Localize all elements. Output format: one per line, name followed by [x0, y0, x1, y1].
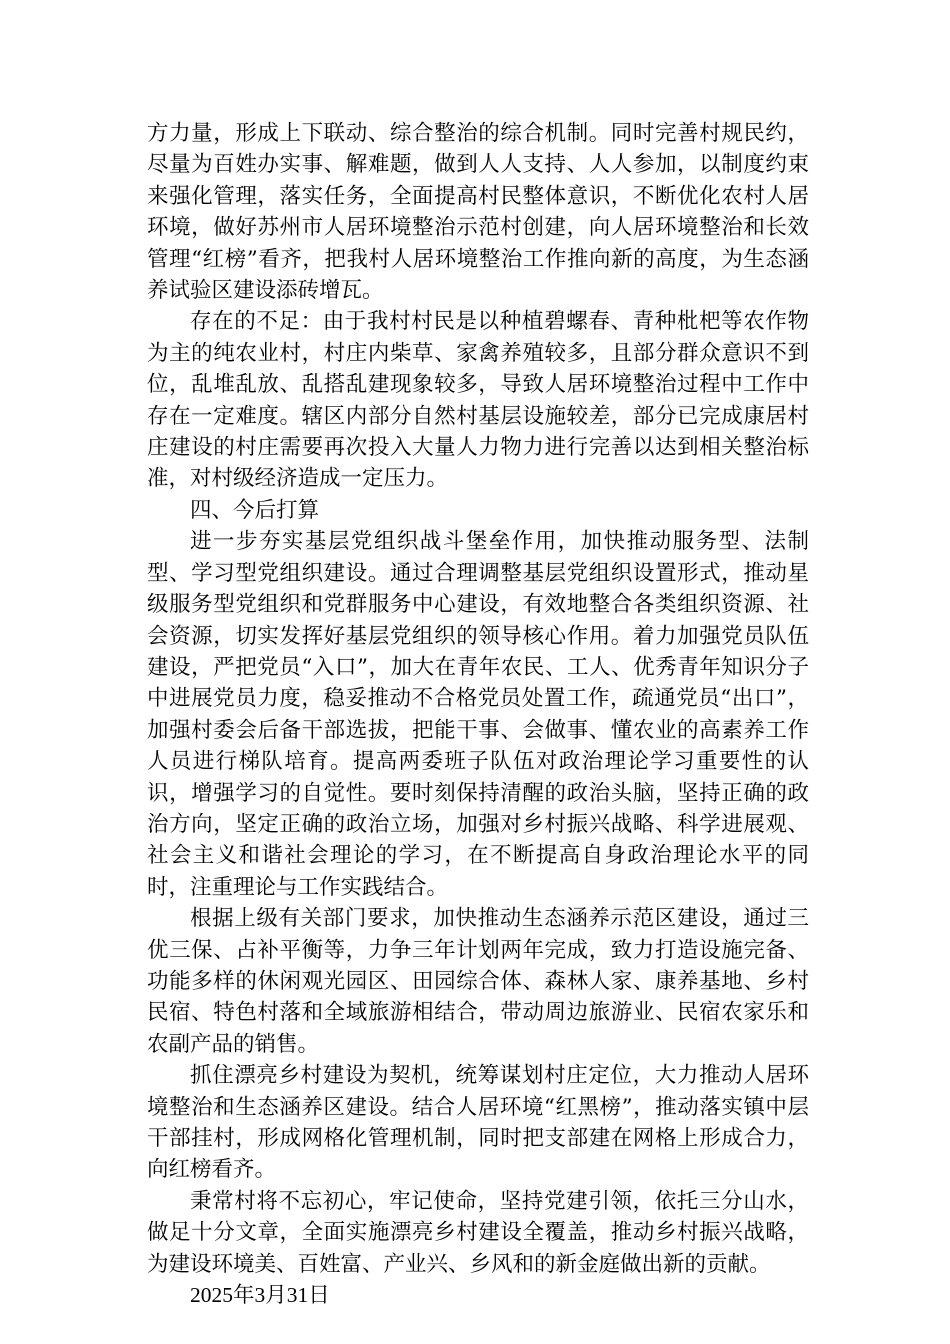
paragraph-shortcomings: 存在的不足：由于我村村民是以种植碧螺春、青种枇杷等农作物为主的纯农业村，村庄内柴草、家禽养殖较多，且部分群众意识不到位，乱堆乱放、乱搭乱建现象较多，导致人居环境整治过程中工作中存在一定难度。辖区内部分自然村基层设施较差，部分已完成康居村庄建设的村庄需要再次投入大量人力物力进行完善以达到相关整治标准，对村级经济造成一定压力。: [147, 309, 809, 492]
document-date: 2025年3月31日: [190, 1283, 330, 1308]
paragraph-continuation: 方力量，形成上下联动、综合整治的综合机制。同时完善村规民约，尽量为百姓办实事、解难题，做到人人支持、人人参加，以制度约束来强化管理，落实任务，全面提高村民整体意识，不断优化农村人居环境，做好苏州市人居环境整治示范村创建，向人居环境整治和长效管理“红榜”看齐，把我村人居环境整治工作推向新的高度，为生态涵养试验区建设添砖增瓦。: [147, 121, 809, 304]
document-page: [147, 118, 809, 1311]
paragraph-conclusion: 秉常村将不忘初心，牢记使命，坚持党建引领，依托三分山水，做足十分文章，全面实施漂亮乡村建设全覆盖，推动乡村振兴战略，为建设环境美、百姓富、产业兴、乡风和的新金庭做出新的贡献。: [147, 1188, 809, 1277]
paragraph-beautiful-village: 抓住漂亮乡村建设为契机，统筹谋划村庄定位，大力推动人居环境整治和生态涵养区建设。结合人居环境“红黑榜”，推动落实镇中层干部挂村，形成网格化管理机制，同时把支部建在网格上形成合力，向红榜看齐。: [147, 1063, 809, 1183]
paragraph-party-building: 进一步夯实基层党组织战斗堡垒作用，加快推动服务型、法制型、学习型党组织建设。通过合理调整基层党组织设置形式，推动星级服务型党组织和党群服务中心建设，有效地整合各类组织资源、社会资源，切实发挥好基层党组织的领导核心作用。着力加强党员队伍建设，严把党员“入口”，加大在青年农民、工人、优秀青年知识分子中进展党员力度，稳妥推动不合格党员处置工作，疏通党员“出口”，加强村委会后备干部选拔，把能干事、会做事、懂农业的高素养工作人员进行梯队培育。提高两委班子队伍对政治理论学习重要性的认识，增强学习的自觉性。要时刻保持清醒的政治头脑，坚持正确的政治方向，坚定正确的政治立场，加强对乡村振兴战略、科学进展观、社会主义和谐社会理论的学习，在不断提高自身政治理论水平的同时，注重理论与工作实践结合。: [147, 529, 809, 900]
section-heading-future-plans: 四、今后打算: [190, 497, 320, 523]
paragraph-ecological-zone: 根据上级有关部门要求，加快推动生态涵养示范区建设，通过三优三保、占补平衡等，力争三年计划两年完成，致力打造设施完备、功能多样的休闲观光园区、田园综合体、森林人家、康养基地、乡村民宿、特色村落和全域旅游相结合，带动周边旅游业、民宿农家乐和农副产品的销售。: [147, 906, 809, 1057]
